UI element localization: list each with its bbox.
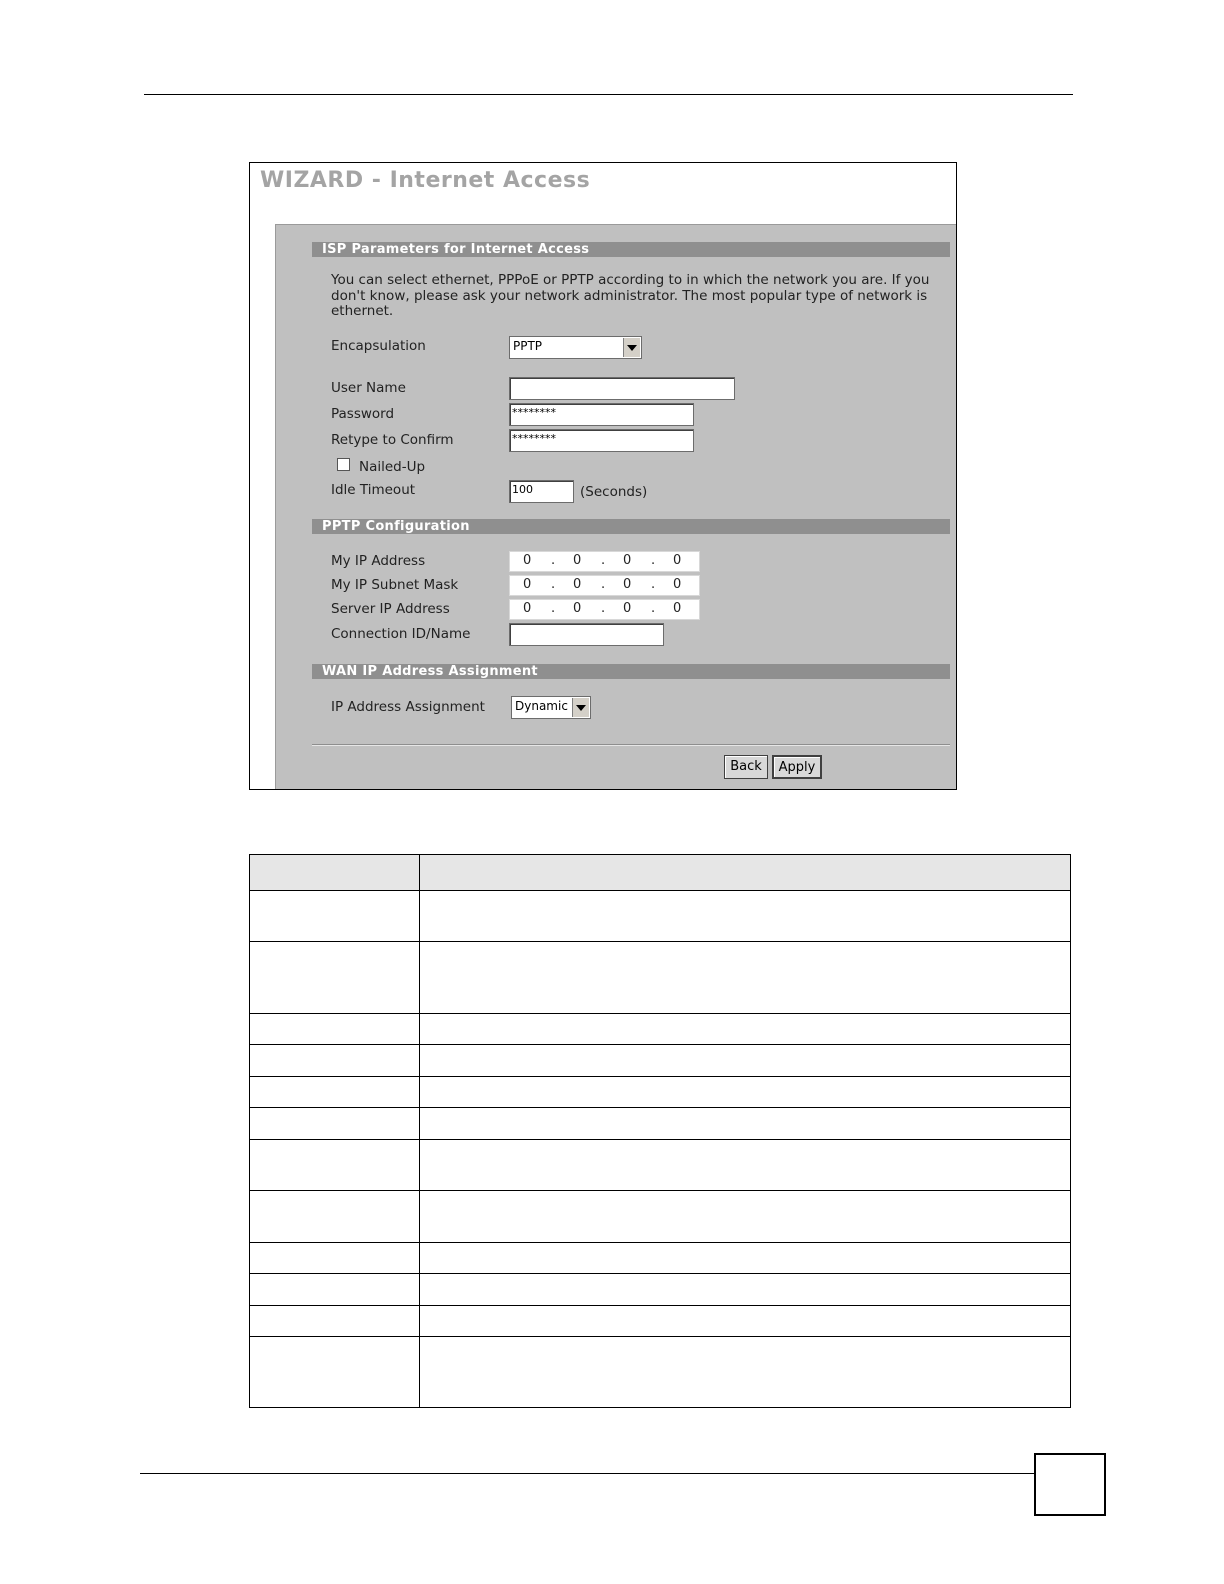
table-row bbox=[250, 1140, 1071, 1191]
ip-assignment-select[interactable] bbox=[511, 696, 591, 719]
my-ip-label: My IP Address bbox=[331, 553, 426, 569]
table-cell bbox=[420, 1337, 1071, 1408]
wizard-panel bbox=[275, 224, 956, 789]
chevron-down-icon[interactable] bbox=[623, 338, 640, 357]
ip-octet[interactable]: 0 bbox=[573, 577, 582, 592]
table-row bbox=[250, 1274, 1071, 1306]
user-name-label: User Name bbox=[331, 380, 406, 396]
retype-password-input[interactable]: ******** bbox=[509, 429, 694, 452]
ip-octet[interactable]: 0 bbox=[573, 601, 582, 616]
table-cell bbox=[420, 1077, 1071, 1108]
back-button[interactable]: Back bbox=[724, 755, 768, 779]
table-cell bbox=[250, 1045, 420, 1077]
reference-table bbox=[249, 854, 1071, 1408]
nailed-up-label: Nailed-Up bbox=[359, 459, 426, 475]
table-cell bbox=[250, 1191, 420, 1243]
table-row bbox=[250, 891, 1071, 942]
idle-timeout-input[interactable]: 100 bbox=[509, 480, 574, 503]
table-cell bbox=[420, 891, 1071, 942]
server-ip-address-input[interactable] bbox=[509, 599, 700, 620]
table-cell bbox=[250, 1337, 420, 1408]
ip-octet[interactable]: 0 bbox=[673, 577, 682, 592]
my-ip-address-input[interactable] bbox=[509, 551, 700, 572]
table-cell bbox=[420, 1045, 1071, 1077]
ip-dot: . bbox=[651, 577, 656, 592]
user-name-input[interactable] bbox=[509, 377, 735, 400]
wizard-title: WIZARD - Internet Access bbox=[260, 168, 591, 193]
table-row bbox=[250, 1337, 1071, 1408]
retype-label: Retype to Confirm bbox=[331, 432, 454, 448]
ip-dot: . bbox=[651, 553, 656, 568]
table-cell bbox=[250, 1077, 420, 1108]
form-divider bbox=[312, 744, 950, 746]
password-input[interactable]: ******** bbox=[509, 403, 694, 426]
table-cell bbox=[420, 942, 1071, 1014]
table-cell bbox=[420, 1014, 1071, 1045]
my-mask-label: My IP Subnet Mask bbox=[331, 577, 459, 593]
ip-dot: . bbox=[601, 577, 606, 592]
footer-rule bbox=[140, 1473, 1035, 1474]
table-cell bbox=[420, 1191, 1071, 1243]
encapsulation-label: Encapsulation bbox=[331, 338, 426, 354]
table-cell bbox=[250, 1306, 420, 1337]
page-number-box bbox=[1034, 1453, 1106, 1516]
table-row bbox=[250, 1077, 1071, 1108]
ip-octet[interactable]: 0 bbox=[623, 577, 632, 592]
ip-octet[interactable]: 0 bbox=[523, 577, 532, 592]
my-ip-subnet-mask-input[interactable] bbox=[509, 575, 700, 596]
section-wan-ip-assignment: WAN IP Address Assignment bbox=[312, 664, 950, 679]
password-label: Password bbox=[331, 406, 395, 422]
section-pptp-configuration: PPTP Configuration bbox=[312, 519, 950, 534]
table-row bbox=[250, 942, 1071, 1014]
ip-dot: . bbox=[651, 601, 656, 616]
ip-dot: . bbox=[551, 553, 556, 568]
table-cell bbox=[250, 1274, 420, 1306]
ip-dot: . bbox=[551, 577, 556, 592]
table-row bbox=[250, 1243, 1071, 1274]
server-ip-label: Server IP Address bbox=[331, 601, 450, 617]
section-isp-parameters: ISP Parameters for Internet Access bbox=[312, 242, 950, 257]
ip-dot: . bbox=[601, 601, 606, 616]
table-row bbox=[250, 1045, 1071, 1077]
ip-octet[interactable]: 0 bbox=[523, 553, 532, 568]
table-cell bbox=[420, 1274, 1071, 1306]
table-cell bbox=[250, 942, 420, 1014]
ip-dot: . bbox=[551, 601, 556, 616]
chevron-down-icon[interactable] bbox=[572, 698, 589, 717]
table-cell bbox=[250, 1014, 420, 1045]
connection-id-label: Connection ID/Name bbox=[331, 626, 471, 642]
table-row bbox=[250, 1191, 1071, 1243]
nailed-up-checkbox[interactable] bbox=[337, 458, 350, 471]
ip-octet[interactable]: 0 bbox=[573, 553, 582, 568]
ip-assignment-value: Dynamic bbox=[515, 699, 568, 713]
ip-octet[interactable]: 0 bbox=[623, 553, 632, 568]
table-row bbox=[250, 1108, 1071, 1140]
table-cell bbox=[250, 1243, 420, 1274]
ip-octet[interactable]: 0 bbox=[673, 601, 682, 616]
table-header-row bbox=[250, 855, 1071, 891]
encapsulation-select[interactable] bbox=[509, 336, 642, 359]
table-cell bbox=[250, 1108, 420, 1140]
ip-octet[interactable]: 0 bbox=[673, 553, 682, 568]
wizard-screenshot bbox=[249, 162, 957, 790]
table-cell bbox=[420, 1306, 1071, 1337]
encapsulation-value: PPTP bbox=[513, 339, 543, 353]
table-cell bbox=[420, 1108, 1071, 1140]
table-row bbox=[250, 1306, 1071, 1337]
header-rule bbox=[144, 94, 1073, 95]
table-cell bbox=[250, 1140, 420, 1191]
connection-id-input[interactable] bbox=[509, 623, 664, 646]
ip-octet[interactable]: 0 bbox=[623, 601, 632, 616]
intro-text: You can select ethernet, PPPoE or PPTP according to in which the network you are. If you don't know, please ask your network administrator. The most popular type of network is ethernet. bbox=[331, 272, 930, 319]
seconds-label: (Seconds) bbox=[580, 484, 648, 500]
ip-octet[interactable]: 0 bbox=[523, 601, 532, 616]
ip-dot: . bbox=[601, 553, 606, 568]
idle-timeout-label: Idle Timeout bbox=[331, 482, 416, 498]
table-cell bbox=[420, 1140, 1071, 1191]
table-row bbox=[250, 1014, 1071, 1045]
table-header-cell bbox=[250, 855, 420, 891]
table-cell bbox=[420, 1243, 1071, 1274]
table-cell bbox=[250, 891, 420, 942]
ip-assignment-label: IP Address Assignment bbox=[331, 699, 485, 715]
apply-button[interactable]: Apply bbox=[772, 755, 822, 779]
table-header-cell bbox=[420, 855, 1071, 891]
